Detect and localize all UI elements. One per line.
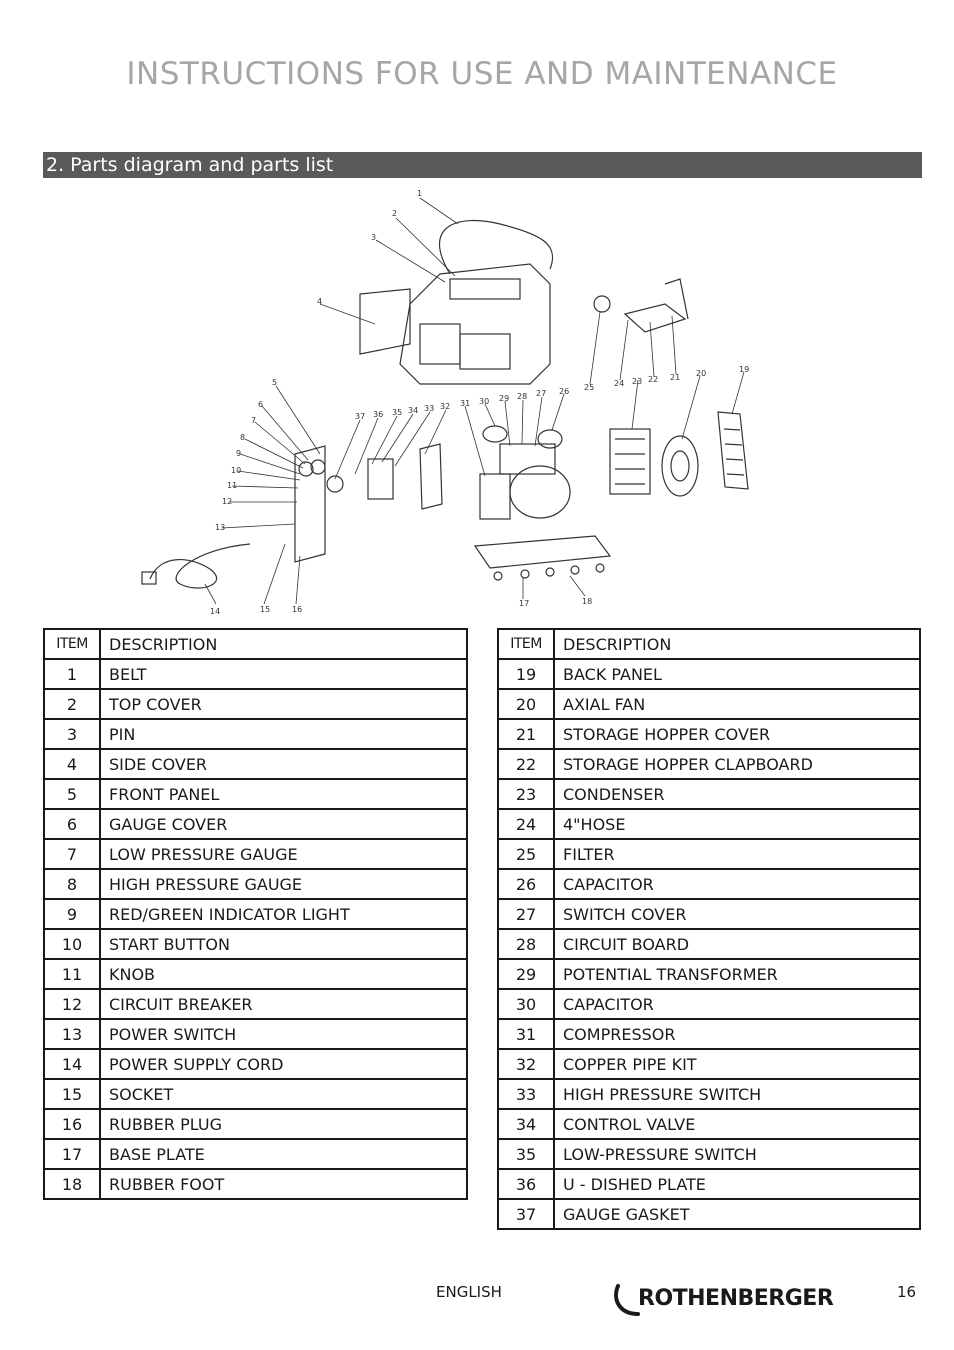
callout-2: 2 [392,209,398,218]
item-description: SWITCH COVER [554,899,920,929]
callout-27: 27 [536,389,547,398]
item-description: START BUTTON [100,929,467,959]
item-number: 18 [44,1169,100,1199]
back-panel-drawing [718,412,748,489]
item-description: RUBBER FOOT [100,1169,467,1199]
capacitor-drawing [483,426,507,442]
table-row [498,1019,920,1049]
table-row [44,1109,467,1139]
item-description: GAUGE COVER [100,809,467,839]
item-description: CONDENSER [554,779,920,809]
item-description: STORAGE HOPPER COVER [554,719,920,749]
item-description: CONTROL VALVE [554,1109,920,1139]
item-description: HIGH PRESSURE SWITCH [554,1079,920,1109]
table-row [498,959,920,989]
table-row [44,1139,467,1169]
item-description: GAUGE GASKET [554,1199,920,1229]
item-number: 28 [498,929,554,959]
filter-drawing [594,296,610,312]
callout-29: 29 [499,394,510,403]
brand-logo [612,1280,857,1318]
callout-26: 26 [559,387,570,396]
callout-10: 10 [231,466,242,475]
table-row [498,659,920,689]
item-description: FRONT PANEL [100,779,467,809]
callout-16: 16 [292,605,303,614]
footer-language: ENGLISH [436,1283,502,1301]
item-number: 22 [498,749,554,779]
callout-20: 20 [696,369,707,378]
item-number: 34 [498,1109,554,1139]
callout-35: 35 [392,408,403,417]
item-column-header: ITEM [498,629,554,659]
item-number: 1 [44,659,100,689]
item-description: FILTER [554,839,920,869]
item-number: 2 [44,689,100,719]
item-description: KNOB [100,959,467,989]
callout-37: 37 [355,412,366,421]
table-row [498,1199,920,1229]
table-row [498,1169,920,1199]
item-column-header: ITEM [44,629,100,659]
axial-fan-drawing [662,436,698,496]
item-description: SIDE COVER [100,749,467,779]
table-row [44,809,467,839]
logo-swoosh-icon [616,1286,638,1314]
item-number: 12 [44,989,100,1019]
callout-31: 31 [460,399,471,408]
item-description: CAPACITOR [554,989,920,1019]
item-description: POTENTIAL TRANSFORMER [554,959,920,989]
item-number: 25 [498,839,554,869]
table-row [498,1139,920,1169]
callout-7: 7 [251,416,257,425]
item-number: 4 [44,749,100,779]
transformer-drawing [480,474,510,519]
frame-window-right [460,334,510,369]
table-row [44,839,467,869]
item-description: BASE PLATE [100,1139,467,1169]
table-row [498,809,920,839]
table-row [44,659,467,689]
item-number: 15 [44,1079,100,1109]
item-description: CIRCUIT BOARD [554,929,920,959]
parts-list-right [498,659,920,1229]
table-row [498,869,920,899]
table-row [498,839,920,869]
callout-8: 8 [240,433,246,442]
item-number: 17 [44,1139,100,1169]
base-plate-drawing [475,536,610,568]
callout-18: 18 [582,597,593,606]
item-description: POWER SWITCH [100,1019,467,1049]
item-number: 14 [44,1049,100,1079]
table-row [44,1019,467,1049]
callout-36: 36 [373,410,384,419]
item-number: 13 [44,1019,100,1049]
callout-21: 21 [670,373,681,382]
item-number: 24 [498,809,554,839]
table-row [498,1049,920,1079]
item-description: COMPRESSOR [554,1019,920,1049]
description-column-header: DESCRIPTION [100,629,467,659]
copper-pipe-kit-drawing [420,444,442,509]
hopper-drawing [625,304,685,332]
belt-drawing [440,221,553,274]
item-number: 23 [498,779,554,809]
item-description: RED/GREEN INDICATOR LIGHT [100,899,467,929]
rothenberger-logo [612,1280,857,1318]
table-header-row [498,629,920,659]
circuit-board-drawing [500,444,555,474]
table-row [44,929,467,959]
item-number: 33 [498,1079,554,1109]
table-row [44,989,467,1019]
callout-14: 14 [210,607,221,616]
parts-list-left [44,659,467,1199]
callout-34: 34 [408,406,419,415]
callout-12: 12 [222,497,233,506]
item-description: RUBBER PLUG [100,1109,467,1139]
item-description: LOW PRESSURE GAUGE [100,839,467,869]
frame-handle-slot [450,279,520,299]
item-number: 29 [498,959,554,989]
item-description: STORAGE HOPPER CLAPBOARD [554,749,920,779]
callout-1: 1 [417,189,423,198]
callout-25: 25 [584,383,595,392]
item-number: 20 [498,689,554,719]
plug-drawing [142,572,156,584]
table-row [44,1049,467,1079]
parts-table-left [43,628,468,1200]
callout-4: 4 [317,297,323,306]
callout-23: 23 [632,377,643,386]
item-number: 19 [498,659,554,689]
callout-17: 17 [519,599,530,608]
item-number: 6 [44,809,100,839]
item-description: POWER SUPPLY CORD [100,1049,467,1079]
item-description: TOP COVER [100,689,467,719]
item-number: 32 [498,1049,554,1079]
callout-15: 15 [260,605,271,614]
table-row [44,749,467,779]
table-row [498,749,920,779]
item-description: COPPER PIPE KIT [554,1049,920,1079]
power-cord-drawing [150,544,250,588]
item-description: CIRCUIT BREAKER [100,989,467,1019]
callout-11: 11 [227,481,238,490]
item-description: 4"HOSE [554,809,920,839]
table-header-row [44,629,467,659]
item-number: 37 [498,1199,554,1229]
table-row [44,689,467,719]
callout-13: 13 [215,523,226,532]
exploded-view-drawing [120,184,780,620]
table-row [44,779,467,809]
callout-28: 28 [517,392,528,401]
callout-3: 3 [371,233,377,242]
item-description: CAPACITOR [554,869,920,899]
item-number: 5 [44,779,100,809]
item-number: 31 [498,1019,554,1049]
item-description: SOCKET [100,1079,467,1109]
parts-diagram [120,184,780,620]
item-description: BELT [100,659,467,689]
item-number: 9 [44,899,100,929]
table-row [44,899,467,929]
table-row [498,929,920,959]
callout-33: 33 [424,404,435,413]
item-description: HIGH PRESSURE GAUGE [100,869,467,899]
callout-19: 19 [739,365,750,374]
table-row [498,1079,920,1109]
item-description: AXIAL FAN [554,689,920,719]
callout-9: 9 [236,449,242,458]
section-heading: 2. Parts diagram and parts list [43,152,922,178]
table-row [498,719,920,749]
item-number: 16 [44,1109,100,1139]
callout-30: 30 [479,397,490,406]
item-number: 11 [44,959,100,989]
item-number: 3 [44,719,100,749]
table-row [498,689,920,719]
table-row [498,989,920,1019]
item-number: 26 [498,869,554,899]
item-description: BACK PANEL [554,659,920,689]
item-number: 8 [44,869,100,899]
item-description: PIN [100,719,467,749]
table-row [44,1079,467,1109]
page-number: 16 [897,1283,917,1301]
item-number: 35 [498,1139,554,1169]
page-title: INSTRUCTIONS FOR USE AND MAINTENANCE [126,56,838,92]
table-row [44,959,467,989]
item-number: 36 [498,1169,554,1199]
item-description: U - DISHED PLATE [554,1169,920,1199]
table-row [44,1169,467,1199]
callout-24: 24 [614,379,625,388]
item-number: 30 [498,989,554,1019]
item-number: 10 [44,929,100,959]
control-valve-drawing [368,459,393,499]
table-row [498,899,920,929]
frame-window-left [420,324,460,364]
callout-22: 22 [648,375,659,384]
callout-32: 32 [440,402,451,411]
callout-6: 6 [258,400,264,409]
item-number: 7 [44,839,100,869]
table-row [498,1109,920,1139]
item-number: 27 [498,899,554,929]
table-row [44,869,467,899]
description-column-header: DESCRIPTION [554,629,920,659]
callout-5: 5 [272,378,278,387]
table-row [498,779,920,809]
parts-table-right [497,628,921,1230]
item-description: LOW-PRESSURE SWITCH [554,1139,920,1169]
table-row [44,719,467,749]
logo-wordmark: ROTHENBERGER [638,1286,834,1311]
item-number: 21 [498,719,554,749]
